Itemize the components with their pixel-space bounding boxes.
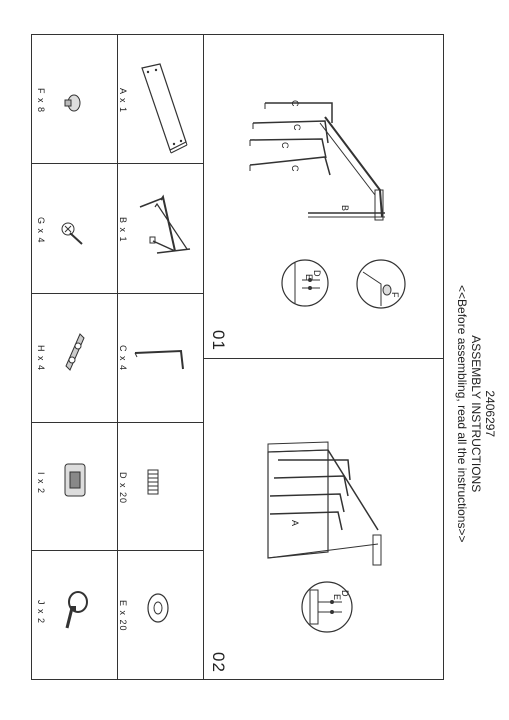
label-e-step2: E (332, 594, 342, 602)
step-01-number: 01 (209, 330, 228, 351)
label-c-4: C (290, 165, 300, 173)
label-c-2: C (292, 124, 302, 132)
part-i-bracket-illustration (63, 462, 87, 498)
step-02-number: 02 (209, 652, 228, 673)
part-h-camlock-illustration (62, 330, 88, 372)
model-number: 2406297 (483, 390, 497, 438)
parts-col-divider-2 (31, 293, 203, 294)
parts-col-divider-3 (31, 422, 203, 423)
part-c-bar-illustration (133, 345, 188, 375)
part-d-qty: D x 20 (118, 472, 128, 505)
steps-divider (203, 358, 444, 359)
label-f: F (390, 292, 400, 299)
label-c-3: C (280, 142, 290, 150)
part-e-qty: E x 20 (118, 600, 128, 632)
part-j-qty: J x 2 (36, 600, 46, 625)
part-j-cabletie-illustration (62, 590, 90, 630)
label-d-step2: D (340, 590, 350, 598)
part-b-qty: B x 1 (118, 217, 128, 243)
label-a: A (290, 520, 300, 528)
step-02-assembly-illustration (248, 440, 398, 570)
part-i-qty: I x 2 (36, 472, 46, 495)
sheet-title: ASSEMBLY INSTRUCTIONS (469, 335, 483, 493)
label-c-1: C (290, 100, 300, 108)
part-a-panel-illustration (130, 64, 190, 154)
step-01-detail-de (280, 258, 330, 308)
part-g-qty: G x 4 (36, 217, 46, 244)
part-d-bolt-illustration (145, 468, 163, 498)
label-e-step1: E (304, 274, 314, 282)
part-e-washer-illustration (145, 592, 171, 624)
part-f-glide-illustration (63, 92, 85, 114)
part-a-qty: A x 1 (118, 88, 128, 114)
label-b: B (340, 205, 350, 213)
part-b-frame-illustration (135, 195, 195, 260)
part-h-qty: H x 4 (36, 345, 46, 372)
part-f-qty: F x 8 (36, 88, 46, 114)
parts-col-divider-1 (31, 163, 203, 164)
read-instructions-note: <<Before assembling, read all the instructions>> (455, 285, 469, 543)
parts-col-divider-4 (31, 550, 203, 551)
step-01-detail-f (355, 258, 407, 310)
sheet-header (455, 285, 497, 542)
step-02-detail-de (300, 580, 355, 635)
label-d-step1: D (312, 270, 322, 278)
parts-table-divider (203, 34, 204, 680)
part-g-screw-illustration (60, 220, 88, 248)
step-01-assembly-illustration (240, 95, 390, 235)
part-c-qty: C x 4 (118, 345, 128, 372)
